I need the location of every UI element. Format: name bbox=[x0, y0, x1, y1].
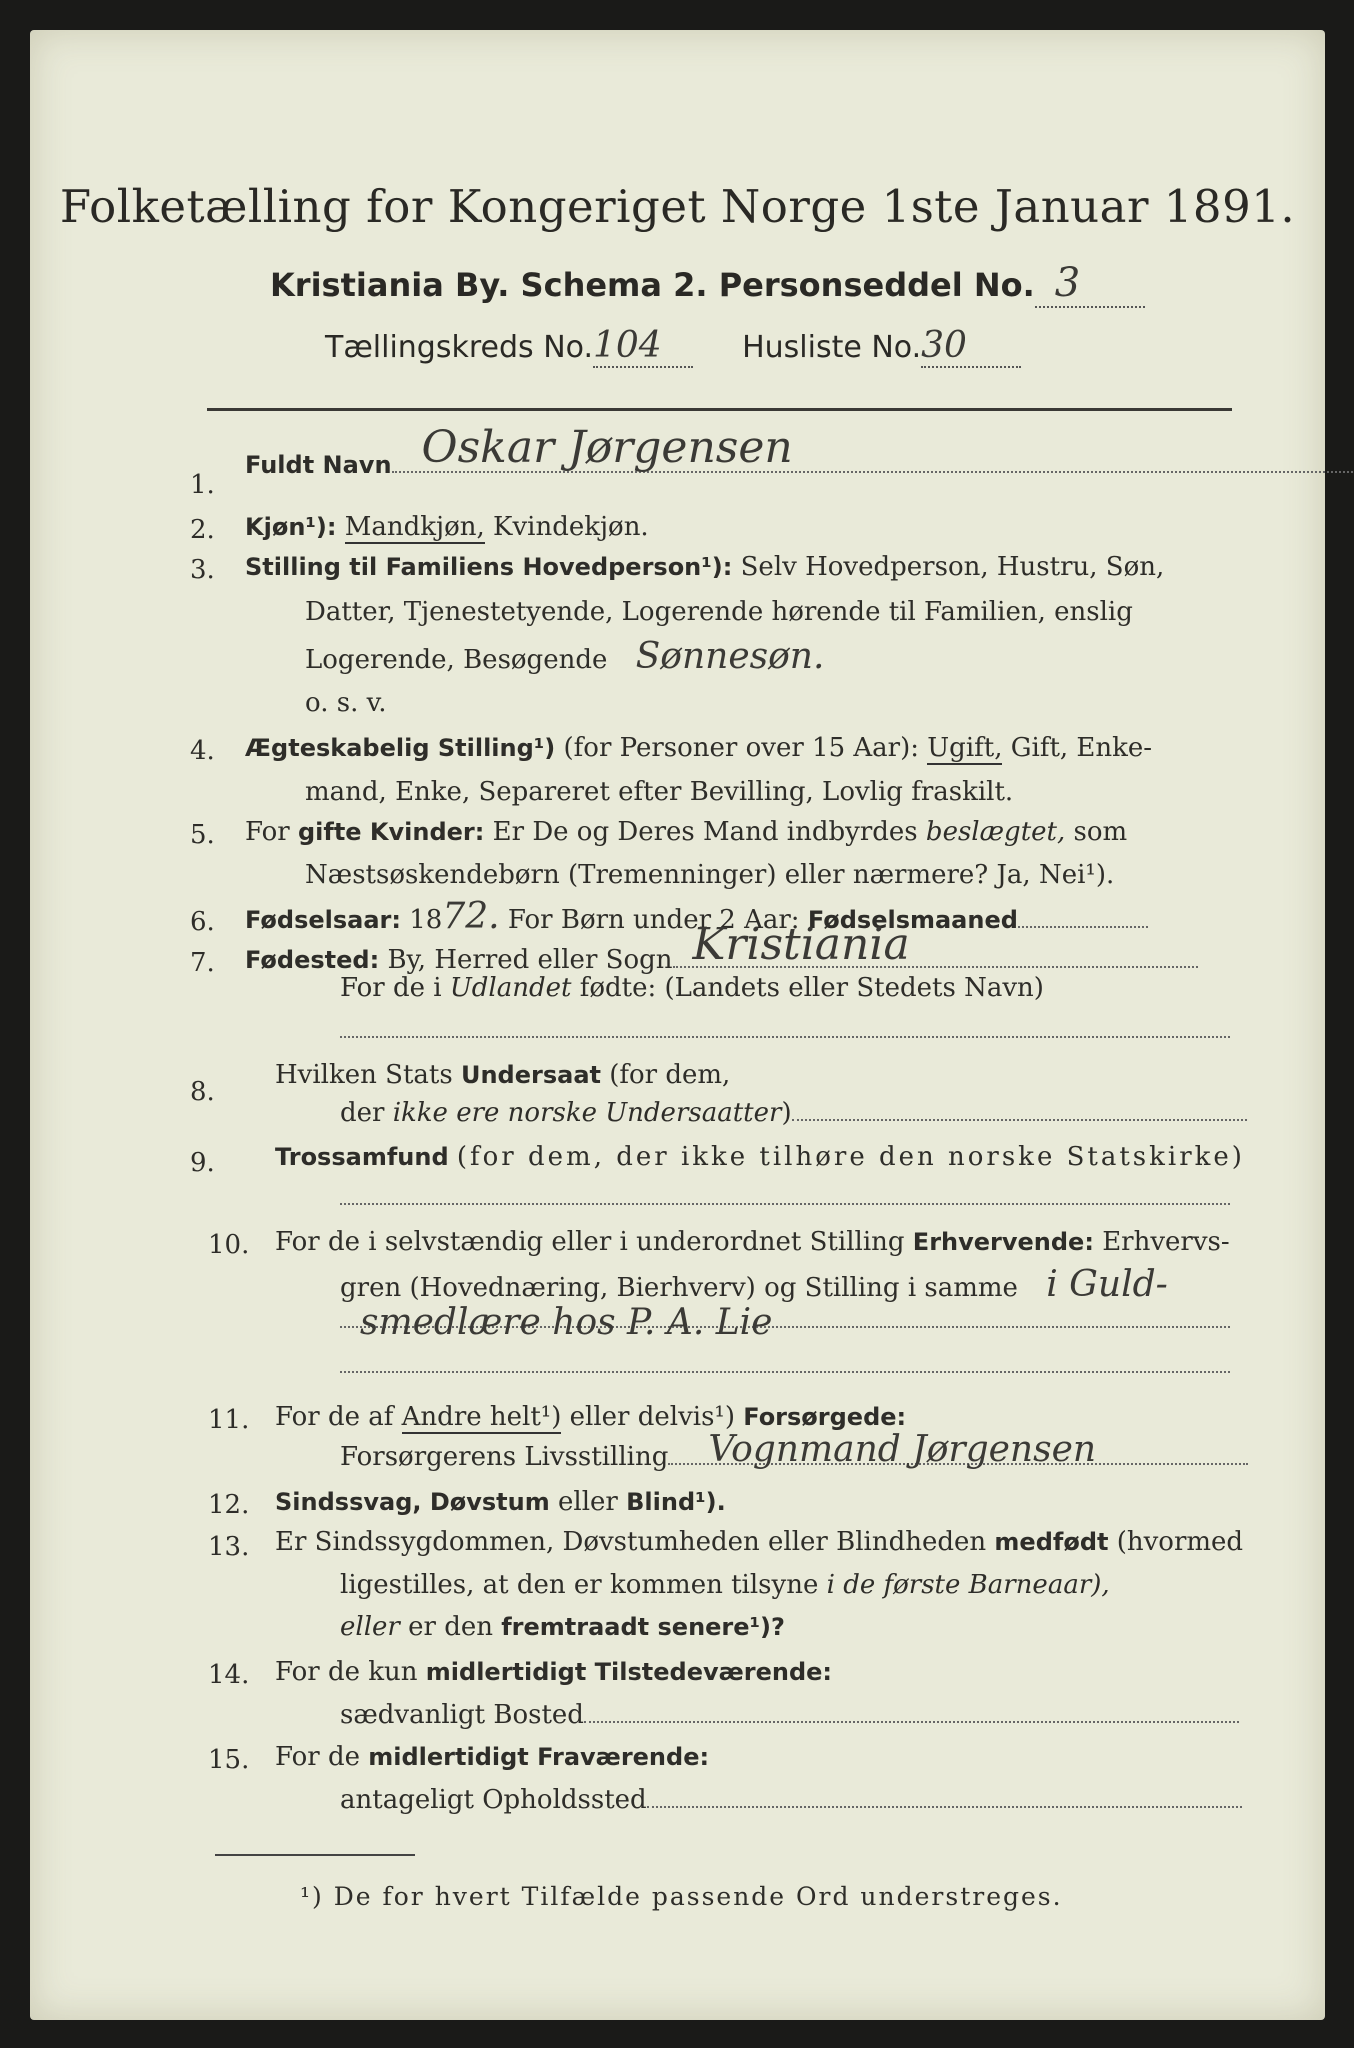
item-11-text2: Forsørgerens Livsstilling bbox=[340, 1442, 669, 1472]
label-fodested: Fødested: bbox=[245, 946, 380, 974]
label-sindssvag: Sindssvag, Døvstum bbox=[275, 1488, 550, 1516]
footnote-divider bbox=[215, 1854, 415, 1856]
item-13-text3i: eller bbox=[340, 1612, 400, 1642]
item-3-line2: Datter, Tjenestetyende, Logerende hørende til Familien, enslig bbox=[305, 597, 1133, 627]
item-10-line1 bbox=[275, 1227, 1230, 1257]
item-9 bbox=[275, 1142, 1245, 1172]
item-12-text: eller bbox=[558, 1487, 618, 1517]
item-number-5: 5. bbox=[190, 820, 215, 850]
item-5-line2: Næstsøskendebørn (Tremenninger) eller nærmere? Ja, Nei¹). bbox=[305, 860, 1115, 890]
item-9-fill-line bbox=[340, 1182, 1230, 1212]
footnote: ¹) De for hvert Tilfælde passende Ord understreges. bbox=[300, 1882, 1063, 1911]
label-tilstedevaerende: midlertidigt Tilstedeværende: bbox=[425, 1658, 833, 1686]
item-10-text1a: For de i selvstændig eller i underordnet Stilling bbox=[275, 1227, 905, 1257]
item-13-line2 bbox=[340, 1570, 1110, 1600]
husliste-number: 30 bbox=[921, 325, 967, 366]
label-blind: Blind¹). bbox=[626, 1488, 726, 1516]
option-mandkjon-selected: Mandkjøn, bbox=[344, 512, 485, 542]
year-prefix: 18 bbox=[409, 905, 443, 935]
item-4-line1 bbox=[245, 733, 1152, 763]
item-13-text3a: er den bbox=[408, 1612, 493, 1642]
item-11-text1a: For de af bbox=[275, 1402, 394, 1432]
item-10-text2: gren (Hovednæring, Bierhverv) og Stilling i samme bbox=[340, 1273, 1018, 1303]
item-4-text1a: (for Personer over 15 Aar): bbox=[563, 733, 919, 763]
item-number-14: 14. bbox=[208, 1660, 250, 1690]
answer-provider: Vognmand Jørgensen bbox=[708, 1429, 1097, 1470]
item-number-1: 1. bbox=[190, 470, 215, 500]
label-fodselsaar: Fødselsaar: bbox=[245, 906, 401, 934]
item-number-15: 15. bbox=[208, 1745, 250, 1775]
answer-family-position: Sønnesøn. bbox=[635, 636, 825, 677]
form-title: Folketælling for Kongeriget Norge 1ste Januar 1891. bbox=[59, 180, 1296, 233]
label-undersaat: Undersaat bbox=[460, 1061, 601, 1089]
item-number-6: 6. bbox=[190, 907, 215, 937]
item-4-line2: mand, Enke, Separeret efter Bevilling, Lovlig fraskilt. bbox=[305, 777, 1014, 807]
item-9-text: (for dem, der ikke tilhøre den norske Statskirke) bbox=[456, 1142, 1245, 1172]
item-number-8: 8. bbox=[190, 1077, 215, 1107]
item-15-text2: antageligt Opholdssted bbox=[340, 1785, 647, 1815]
item-8-line1 bbox=[275, 1060, 730, 1090]
header-divider bbox=[207, 408, 1232, 411]
item-7-line2 bbox=[340, 973, 1044, 1003]
item-number-10: 10. bbox=[208, 1230, 250, 1260]
answer-name: Oskar Jørgensen bbox=[421, 422, 793, 473]
item-number-11: 11. bbox=[208, 1405, 250, 1435]
label-fravaerende: midlertidigt Fraværende: bbox=[368, 1743, 710, 1771]
form-district-line bbox=[325, 325, 1021, 368]
item-number-9: 9. bbox=[190, 1148, 215, 1178]
item-13-text1b: (hvormed bbox=[1116, 1527, 1244, 1557]
item-15-line1 bbox=[275, 1742, 709, 1772]
item-number-3: 3. bbox=[190, 555, 215, 585]
item-15-line2 bbox=[340, 1785, 1242, 1815]
item-number-13: 13. bbox=[208, 1532, 250, 1562]
label-gifte-kvinder: gifte Kvinder: bbox=[297, 818, 485, 846]
item-10-line3 bbox=[340, 1302, 1230, 1343]
item-8-text2a: der bbox=[340, 1098, 385, 1128]
item-14-line1 bbox=[275, 1657, 832, 1687]
item-8-text2i: ikke ere norske Undersaatter bbox=[392, 1098, 782, 1128]
item-3-line3 bbox=[305, 636, 825, 677]
item-7-fill-line bbox=[340, 1015, 1230, 1045]
kreds-label: Tællingskreds No. bbox=[325, 330, 593, 365]
item-2 bbox=[245, 512, 649, 542]
label-forsorgede: Forsørgede: bbox=[743, 1403, 907, 1431]
label-fodselsmaaned: Fødselsmaaned bbox=[807, 906, 1018, 934]
answer-birthplace: Kristiania bbox=[692, 919, 910, 970]
item-number-7: 7. bbox=[190, 948, 215, 978]
label-medfodt: medfødt bbox=[994, 1528, 1109, 1556]
item-number-12: 12. bbox=[208, 1490, 250, 1520]
item-6-text: For Børn under 2 Aar: bbox=[507, 905, 800, 935]
item-7-text2i: Udlandet bbox=[449, 973, 572, 1003]
item-8-text1b: (for dem, bbox=[609, 1060, 731, 1090]
item-5-text1a: Er De og Deres Mand indbyrdes bbox=[492, 817, 918, 847]
item-8-text1a: Hvilken Stats bbox=[275, 1060, 453, 1090]
answer-birth-year: 72. bbox=[442, 896, 500, 937]
item-3-text1: Selv Hovedperson, Hustru, Søn, bbox=[740, 552, 1165, 582]
item-12 bbox=[275, 1487, 726, 1517]
label-erhvervende: Erhvervende: bbox=[912, 1228, 1094, 1256]
label-fuldt-navn: Fuldt Navn bbox=[245, 451, 392, 479]
item-13-text2a: ligestilles, at den er kommen tilsyne bbox=[340, 1570, 819, 1600]
item-4-text1b: Gift, Enke- bbox=[1010, 733, 1153, 763]
item-14-text2: sædvanligt Bosted bbox=[340, 1700, 584, 1730]
item-14-line2 bbox=[340, 1700, 1239, 1730]
item-10-fill-line bbox=[340, 1350, 1230, 1380]
item-11-line2 bbox=[340, 1429, 1248, 1472]
answer-occupation-part2: smedlære hos P. A. Lie bbox=[360, 1302, 773, 1343]
item-5-prefix: For bbox=[245, 817, 290, 847]
form-subtitle bbox=[270, 260, 1145, 308]
option-ugift-selected: Ugift, bbox=[927, 733, 1003, 763]
personseddel-number: 3 bbox=[1054, 260, 1081, 306]
option-andre-helt-selected: Andre helt¹) bbox=[401, 1402, 562, 1432]
item-7-text1: By, Herred eller Sogn bbox=[387, 945, 673, 975]
item-3-text3: Logerende, Besøgende bbox=[305, 645, 608, 675]
item-13-line3 bbox=[340, 1612, 785, 1642]
item-14-text1a: For de kun bbox=[275, 1657, 418, 1687]
item-10-text1b: Erhvervs- bbox=[1102, 1227, 1230, 1257]
label-trossamfund: Trossamfund bbox=[275, 1143, 449, 1171]
item-3-line1 bbox=[245, 552, 1164, 582]
label-fremtraadt: fremtraadt senere¹)? bbox=[501, 1613, 785, 1641]
item-number-2: 2. bbox=[190, 515, 215, 545]
option-kvindekjon: Kvindekjøn. bbox=[493, 512, 649, 542]
item-number-4: 4. bbox=[190, 736, 215, 766]
item-13-text2i: i de første Barneaar), bbox=[826, 1570, 1110, 1600]
item-7-text2b: fødte: (Landets eller Stedets Navn) bbox=[579, 973, 1044, 1003]
item-5-text1b: som bbox=[1073, 817, 1128, 847]
item-8-line2: der ikke ere norske Undersaatter) bbox=[340, 1098, 1247, 1128]
kreds-number: 104 bbox=[593, 325, 662, 366]
item-13-text1a: Er Sindssygdommen, Døvstumheden eller Blindheden bbox=[275, 1527, 987, 1557]
item-15-text1a: For de bbox=[275, 1742, 360, 1772]
item-1 bbox=[245, 422, 1354, 480]
item-13-line1 bbox=[275, 1527, 1243, 1557]
answer-occupation-part1: i Guld- bbox=[1046, 1264, 1168, 1305]
item-5-line1 bbox=[245, 817, 1127, 847]
item-7-text2a: For de i bbox=[340, 973, 442, 1003]
husliste-label: Husliste No. bbox=[742, 330, 922, 365]
label-stilling: Stilling til Familiens Hovedperson¹): bbox=[245, 553, 733, 581]
item-5-text1i: beslægtet, bbox=[925, 817, 1066, 847]
item-11-line1 bbox=[275, 1402, 906, 1432]
item-3-line4: o. s. v. bbox=[305, 688, 387, 718]
label-kjon: Kjøn¹): bbox=[245, 513, 337, 541]
label-aegteskabelig: Ægteskabelig Stilling¹) bbox=[245, 734, 556, 762]
subtitle-text: Kristiania By. Schema 2. Personseddel No. bbox=[270, 266, 1035, 304]
census-form bbox=[30, 30, 1325, 2020]
item-11-text1b: eller delvis¹) bbox=[569, 1402, 735, 1432]
item-10-line2 bbox=[340, 1264, 1168, 1305]
